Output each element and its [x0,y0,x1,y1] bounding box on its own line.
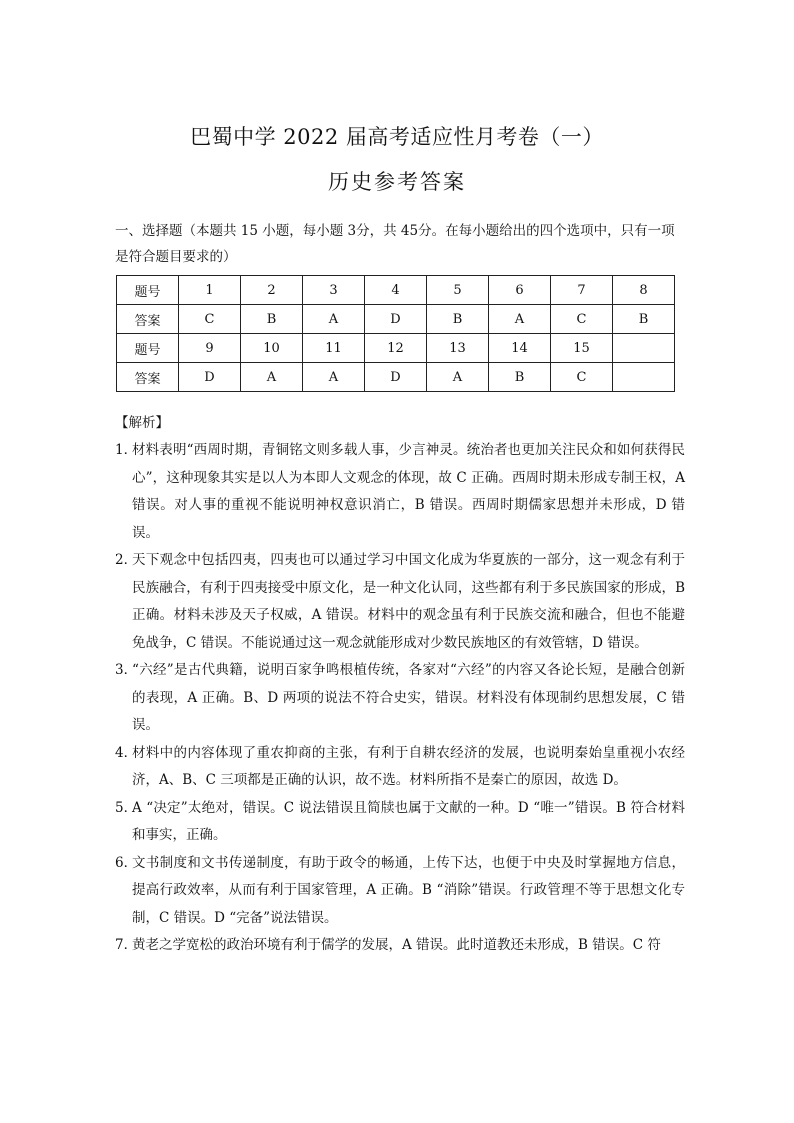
table-cell: D [365,305,427,334]
table-cell: 14 [489,334,551,363]
list-item [115,547,685,657]
table-cell: A [489,305,551,334]
table-cell: B [241,305,303,334]
item-number: 6． [115,854,138,871]
table-cell: A [303,363,365,392]
analysis-heading: 【解析】 [115,415,169,431]
answer-table [116,275,675,392]
table-cell: 12 [365,334,427,363]
list-item [115,657,685,740]
list-item [115,437,685,547]
table-cell: B [427,305,489,334]
list-item [115,795,685,850]
item-text: 材料表明“西周时期，青铜铭文则多载人事，少言神灵。统治者也更加关注民众和如何获得民心”，这种现象其实是以人为本即人文观念的体现，故 C 正确。西周时期未形成专制王权，A 错误。对人事的重视不能说明神权意识消亡，B 错误。西周时期儒家思想并未形成，D 错误。 [132,442,685,541]
list-item [115,932,685,960]
table-cell: 3 [303,276,365,305]
table-row [117,334,675,363]
item-number: 7． [115,937,138,953]
item-text: “六经”是古代典籍，说明百家争鸣根植传统，各家对“六经”的内容又各论长短，是融合创新的表现，A 正确。B、D 两项的说法不符合史实，错误。材料没有体现制约思想发展，C 错误。 [132,662,685,733]
table-cell: 2 [241,276,303,305]
table-cell: 11 [303,334,365,363]
table-row-label: 题号 [117,334,179,363]
section-intro: 一、选择题（本题共 15 小题，每小题 3分，共 45分。在每小题给出的四个选项中，只有一项是符合题目要求的） [115,223,675,265]
exam-subtitle: 历史参考答案 [328,170,466,194]
item-number: 1． [115,442,138,458]
table-cell: 1 [179,276,241,305]
table-cell: A [427,363,489,392]
table-cell: C [551,305,613,334]
table-cell: A [303,305,365,334]
table-cell: D [179,363,241,392]
table-row-label: 答案 [117,305,179,334]
table-cell [613,363,675,392]
table-cell: C [551,363,613,392]
table-cell: A [241,363,303,392]
table-cell [613,334,675,363]
item-text: 天下观念中包括四夷，四夷也可以通过学习中国文化成为华夏族的一部分，这一观念有利于民族融合，有利于四夷接受中原文化，是一种文化认同，这些都有利于多民族国家的形成，B 正确。材料未涉及天子权威，A 错误。材料中的观念虽有利于民族交流和融合，但也不能避免战争，C 错误。不能说通过这一观念就能形成对少数民族地区的有效管辖，D 错误。 [132,552,685,651]
item-number: 4． [115,744,138,761]
table-cell: 4 [365,276,427,305]
table-cell: 10 [241,334,303,363]
table-cell: 8 [613,276,675,305]
table-cell: 6 [489,276,551,305]
table-cell: 5 [427,276,489,305]
analysis-list [115,437,685,960]
list-item [115,740,685,795]
table-row [117,276,675,305]
table-row [117,305,675,334]
table-row-label: 题号 [117,276,179,305]
exam-title: 巴蜀中学 2022 届高考适应性月考卷（一） [190,125,604,149]
table-cell: C [179,305,241,334]
item-number: 3． [115,662,138,678]
item-number: 2． [115,552,138,568]
table-cell: D [365,363,427,392]
item-text: 黄老之学宽松的政治环境有利于儒学的发展，A 错误。此时道教还未形成，B 错误。C 符 [132,937,661,953]
table-cell: B [489,363,551,392]
list-item [115,850,685,933]
table-cell: B [613,305,675,334]
item-text: 材料中的内容体现了重农抑商的主张，有利于自耕农经济的发展，也说明秦始皇重视小农经济，A、B、C 三项都是正确的认识，故不选。材料所指不是秦亡的原因，故选 D。 [132,744,685,788]
table-row [117,363,675,392]
item-text: 文书制度和文书传递制度，有助于政令的畅通，上传下达，也便于中央及时掌握地方信息，提高行政效率，从而有利于国家管理，A 正确。B “消除”错误。行政管理不等于思想文化专制，C 错误。D “完备”说法错误。 [132,854,685,926]
table-cell: 13 [427,334,489,363]
item-number: 5． [115,799,138,816]
table-cell: 9 [179,334,241,363]
item-text: A “决定”太绝对，错误。C 说法错误且简牍也属于文献的一种。D “唯一”错误。B 符合材料和事实，正确。 [132,799,685,843]
table-row-label: 答案 [117,363,179,392]
table-cell: 7 [551,276,613,305]
table-cell: 15 [551,334,613,363]
